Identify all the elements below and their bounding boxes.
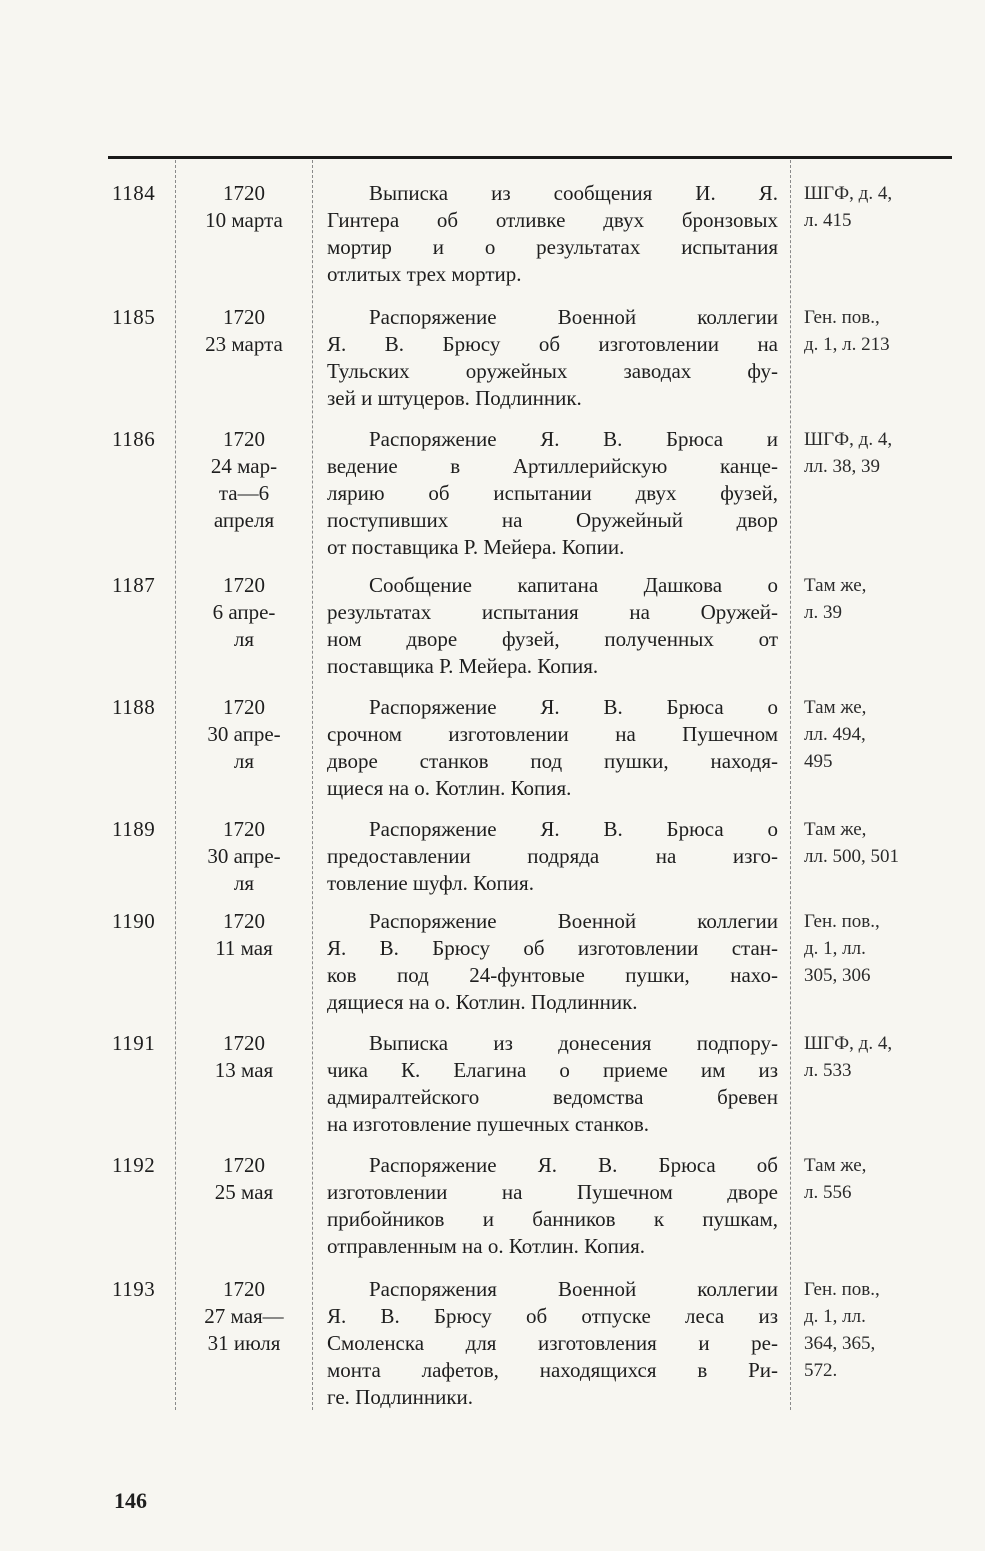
column-divider xyxy=(312,160,313,1410)
entry-description-line: Гинтера об отливке двух бронзовых xyxy=(327,208,778,232)
entry-date-line: 25 мая xyxy=(214,1180,274,1204)
entry-description xyxy=(327,694,778,802)
entry-date xyxy=(178,572,310,653)
entry-description-line: отправленным на о. Котлин. Копия. xyxy=(327,1234,645,1258)
entry-date xyxy=(178,1152,310,1206)
entry-date xyxy=(178,908,310,962)
entry-description xyxy=(327,816,778,897)
entry-description xyxy=(327,304,778,412)
entry-description-line: Сообщение капитана Дашкова о xyxy=(369,573,778,597)
entry-source-line: л. 39 xyxy=(804,602,842,623)
entry-description xyxy=(327,1030,778,1138)
entry-source-line: л. 556 xyxy=(804,1182,852,1203)
entry-date-line: 31 июля xyxy=(207,1331,281,1355)
entry-description-line: от поставщика Р. Мейера. Копии. xyxy=(327,535,625,559)
entry-source-line: л. 415 xyxy=(804,210,852,231)
entry-source-line: л. 533 xyxy=(804,1060,852,1081)
entry-description-line: результатах испытания на Оружей- xyxy=(327,600,778,624)
entry-source-line: Там же, xyxy=(804,1155,867,1176)
entry-description-line: Распоряжения Военной коллегии xyxy=(369,1277,778,1301)
entry-date xyxy=(178,694,310,775)
entry-source xyxy=(804,304,954,358)
entry-source-line: лл. 500, 501 xyxy=(804,846,899,867)
entry-description-line: ге. Подлинники. xyxy=(327,1385,474,1409)
entry-description-line: адмиралтейского ведомства бревен xyxy=(327,1085,778,1109)
entry-description-line: ном дворе фузей, полученных от xyxy=(327,627,778,651)
entry-description-line: дворе станков под пушки, находя- xyxy=(327,749,778,773)
column-divider xyxy=(175,160,176,1410)
entry-description-line: Тульских оружейных заводах фу- xyxy=(327,359,778,383)
entry-description-line: поступивших на Оружейный двор xyxy=(327,508,778,532)
page-number: 146 xyxy=(114,1488,147,1513)
entry-description-line: Я. В. Брюсу об изготовлении стан- xyxy=(327,936,778,960)
entry-description-line: лярию об испытании двух фузей, xyxy=(327,481,778,505)
entry-number: 1189 xyxy=(112,817,156,841)
entry-date-line: апреля xyxy=(213,508,275,532)
entry-date xyxy=(178,180,310,234)
entry-description-line: Я. В. Брюсу об отпуске леса из xyxy=(327,1304,778,1328)
entry-number: 1185 xyxy=(112,305,156,329)
entry-date xyxy=(178,1276,310,1357)
entry-source-line: 572. xyxy=(804,1360,838,1381)
entry-date-line: 27 мая— xyxy=(204,1304,284,1328)
entry-date-line: та—6 xyxy=(218,481,270,505)
entry-description-line: ков под 24-фунтовые пушки, нахо- xyxy=(327,963,778,987)
entry-source xyxy=(804,180,954,234)
entry-date-line: 30 апре- xyxy=(207,844,281,868)
entry-source xyxy=(804,1152,954,1206)
entry-date-line: 1720 xyxy=(223,1277,265,1301)
entry-source-line: д. 1, лл. xyxy=(804,1306,866,1327)
entry-date-line: 1720 xyxy=(223,305,265,329)
entry-date-line: 1720 xyxy=(223,181,265,205)
entry-description-line: Выписка из донесения подпору- xyxy=(369,1031,778,1055)
entry-source xyxy=(804,908,954,989)
entry-date xyxy=(178,426,310,534)
entry-source-line: лл. 38, 39 xyxy=(804,456,880,477)
entry-date xyxy=(178,816,310,897)
entry-description-line: Распоряжение Я. В. Брюса о xyxy=(369,695,778,719)
entry-description-line: Смоленска для изготовления и ре- xyxy=(327,1331,778,1355)
entry-date-line: 13 мая xyxy=(214,1058,274,1082)
entry-number: 1187 xyxy=(112,573,156,597)
entry-description-line: на изготовление пушечных станков. xyxy=(327,1112,650,1136)
entry-description-line: отлитых трех мортир. xyxy=(327,262,522,286)
entry-number: 1193 xyxy=(112,1277,156,1301)
entry-source-line: ШГФ, д. 4, xyxy=(804,429,893,450)
entry-date-line: 1720 xyxy=(223,1153,265,1177)
entry-description-line: Распоряжение Военной коллегии xyxy=(369,909,778,933)
entry-description xyxy=(327,1152,778,1260)
entry-source xyxy=(804,1276,954,1384)
entry-description-line: товление шуфл. Копия. xyxy=(327,871,534,895)
entry-date-line: 1720 xyxy=(223,909,265,933)
entry-description xyxy=(327,572,778,680)
entry-date-line: 6 апре- xyxy=(212,600,276,624)
entry-date-line: 1720 xyxy=(223,573,265,597)
entry-source-line: д. 1, л. 213 xyxy=(804,334,890,355)
entry-source xyxy=(804,1030,954,1084)
entry-description-line: мортир и о результатах испытания xyxy=(327,235,778,259)
entry-number: 1186 xyxy=(112,427,156,451)
entry-number: 1192 xyxy=(112,1153,156,1177)
entry-description-line: Я. В. Брюсу об изготовлении на xyxy=(327,332,778,356)
entry-date-line: 30 апре- xyxy=(207,722,281,746)
entry-description-line: прибойников и банников к пушкам, xyxy=(327,1207,778,1231)
entry-number: 1190 xyxy=(112,909,156,933)
entry-date-line: 11 мая xyxy=(215,936,273,960)
entry-source-line: Там же, xyxy=(804,575,867,596)
entry-date-line: ля xyxy=(233,627,255,651)
entry-date-line: ля xyxy=(233,749,255,773)
entry-source-line: Ген. пов., xyxy=(804,911,880,932)
entry-description-line: ведение в Артиллерийскую канце- xyxy=(327,454,778,478)
entry-date xyxy=(178,1030,310,1084)
entry-source-line: лл. 494, xyxy=(804,724,866,745)
entry-date-line: 1720 xyxy=(223,1031,265,1055)
entry-source-line: Ген. пов., xyxy=(804,307,880,328)
entry-description xyxy=(327,180,778,288)
entry-source-line: ШГФ, д. 4, xyxy=(804,1033,893,1054)
entry-source-line: Там же, xyxy=(804,697,867,718)
entry-source xyxy=(804,694,954,775)
entry-source xyxy=(804,816,954,870)
column-divider xyxy=(790,160,791,1410)
entry-description-line: Распоряжение Я. В. Брюса об xyxy=(369,1153,778,1177)
entry-date-line: ля xyxy=(233,871,255,895)
entry-description-line: Распоряжение Военной коллегии xyxy=(369,305,778,329)
entry-date-line: 24 мар- xyxy=(210,454,278,478)
entry-description-line: поставщика Р. Мейера. Копия. xyxy=(327,654,599,678)
entry-description-line: предоставлении подряда на изго- xyxy=(327,844,778,868)
entry-source-line: д. 1, лл. xyxy=(804,938,866,959)
entry-description-line: монта лафетов, находящихся в Ри- xyxy=(327,1358,778,1382)
entry-number: 1188 xyxy=(112,695,156,719)
entry-description-line: Распоряжение Я. В. Брюса и xyxy=(369,427,778,451)
entry-date-line: 1720 xyxy=(223,817,265,841)
entry-date-line: 1720 xyxy=(223,427,265,451)
entry-description-line: Распоряжение Я. В. Брюса о xyxy=(369,817,778,841)
entry-source xyxy=(804,572,954,626)
entry-description-line: зей и штуцеров. Подлинник. xyxy=(327,386,582,410)
entry-date-line: 10 марта xyxy=(205,208,283,232)
entry-description-line: дящиеся на о. Котлин. Подлинник. xyxy=(327,990,638,1014)
entry-description xyxy=(327,426,778,561)
entry-source xyxy=(804,426,954,480)
entry-source-line: ШГФ, д. 4, xyxy=(804,183,893,204)
entry-number: 1191 xyxy=(112,1031,156,1055)
entry-description-line: срочном изготовлении на Пушечном xyxy=(327,722,778,746)
entry-description-line: щиеся на о. Котлин. Копия. xyxy=(327,776,572,800)
entry-description xyxy=(327,1276,778,1411)
entry-source-line: 495 xyxy=(804,751,833,772)
entry-description xyxy=(327,908,778,1016)
entry-date-line: 1720 xyxy=(223,695,265,719)
entry-description-line: чика К. Елагина о приеме им из xyxy=(327,1058,778,1082)
entry-source-line: 305, 306 xyxy=(804,965,871,986)
entry-date-line: 23 марта xyxy=(205,332,283,356)
entry-source-line: Ген. пов., xyxy=(804,1279,880,1300)
entry-description-line: изготовлении на Пушечном дворе xyxy=(327,1180,778,1204)
entry-description-line: Выписка из сообщения И. Я. xyxy=(369,181,778,205)
entry-number: 1184 xyxy=(112,181,156,205)
table-top-rule xyxy=(108,156,952,159)
entry-source-line: Там же, xyxy=(804,819,867,840)
entry-source-line: 364, 365, xyxy=(804,1333,876,1354)
entry-date xyxy=(178,304,310,358)
